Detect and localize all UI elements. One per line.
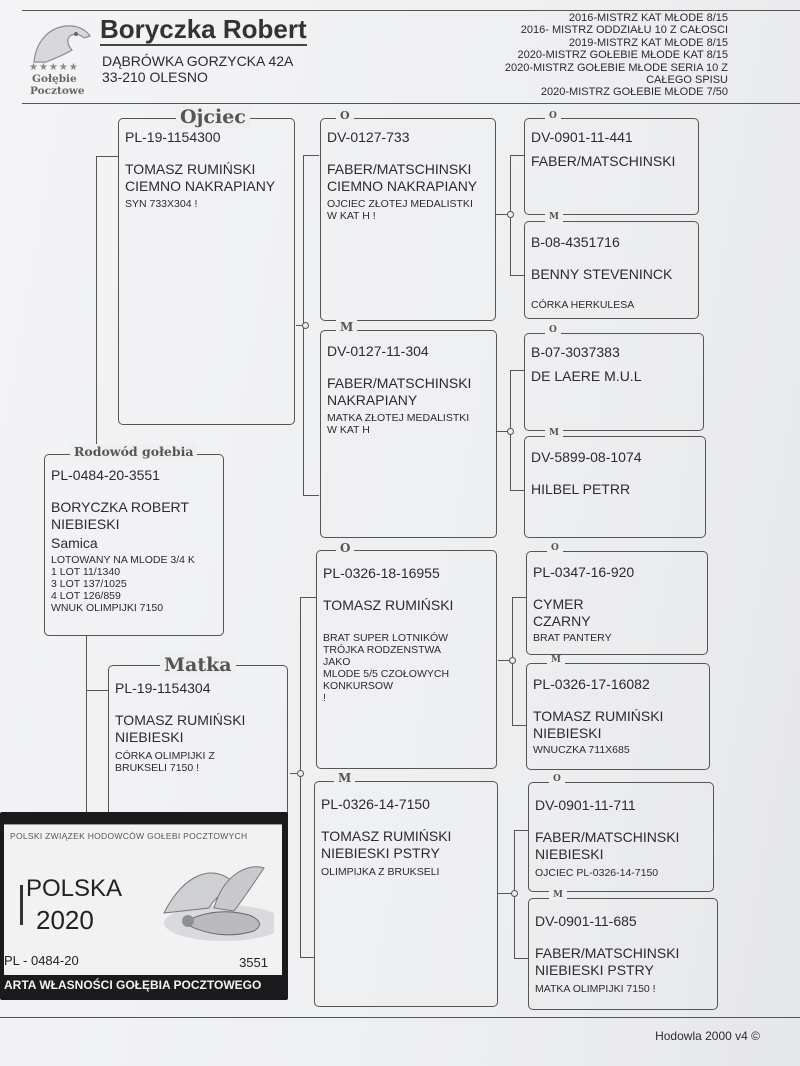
mf-ring: PL-0326-18-16955 (323, 565, 440, 581)
mother-note: BRUKSELI 7150 ! (115, 762, 200, 774)
connector-stub (510, 155, 524, 156)
mfm-label: M (547, 655, 565, 665)
fmf-box (524, 333, 704, 431)
connector-stub (86, 690, 108, 691)
father-breeder: TOMASZ RUMIŃSKI (125, 161, 256, 177)
fff-breeder: FABER/MATSCHINSKI (531, 153, 676, 169)
mmm-label: M (549, 890, 567, 900)
card-ring-prefix: PL - 0484-20 (4, 953, 79, 968)
ffm-box (524, 221, 699, 319)
mm-breeder: TOMASZ RUMIŃSKI (321, 828, 452, 844)
father-color: CIEMNO NAKRAPIANY (125, 178, 276, 194)
connector-stub (96, 156, 118, 157)
ff-ring: DV-0127-733 (327, 129, 410, 145)
ffm-label: M (545, 212, 563, 222)
ff-breeder: FABER/MATSCHINSKI (327, 161, 472, 177)
card-inner (4, 824, 282, 975)
mff-color: CZARNY (533, 613, 591, 629)
connector-mother (86, 635, 87, 825)
ff-note: OJCIEC ZŁOTEJ MEDALISTKI (327, 198, 473, 210)
mmm-color: NIEBIESKI PSTRY (535, 962, 654, 978)
fmf-ring: B-07-3037383 (531, 344, 620, 360)
fm-breeder: FABER/MATSCHINSKI (327, 375, 472, 391)
pigeon-sex: Samica (51, 535, 98, 551)
pigeon-color: NIEBIESKI (51, 516, 120, 532)
achievement-item: 2019-MISTRZ KAT MŁODE 8/15 (568, 36, 728, 49)
mf-note: KONKURSOW (323, 680, 394, 692)
pigeon-breeder: BORYCZKA ROBERT (51, 499, 189, 515)
junction-dot (297, 770, 304, 777)
connector-stub (300, 597, 316, 598)
mf-breeder: TOMASZ RUMIŃSKI (323, 597, 454, 613)
mf-box (316, 550, 497, 769)
pigeon-note: 3 LOT 137/1025 (51, 578, 127, 590)
ff-box (320, 118, 496, 321)
achievements-list (505, 12, 728, 99)
fmf-label: O (545, 325, 561, 335)
pigeon-photo-icon (154, 853, 274, 953)
achievement-item: 2020-MISTRZ GOŁEBIE MŁODE 7/50 (540, 86, 728, 99)
card-divider-bar (20, 885, 23, 925)
pigeon-box (44, 454, 224, 636)
fmm-box (524, 436, 706, 538)
mff-breeder: CYMER (533, 596, 584, 612)
ff-note: W KAT H ! (327, 210, 376, 222)
pigeon-note: LOTOWANY NA MLODE 3/4 K (51, 554, 195, 566)
mother-breeder: TOMASZ RUMIŃSKI (115, 712, 246, 728)
mf-note: MLODE 5/5 CZOŁOWYCH (323, 668, 450, 680)
card-ring-number: 3551 (239, 955, 268, 970)
fmm-breeder: HILBEL PETRR (531, 481, 631, 497)
mm-box (314, 781, 498, 1007)
mf-note: ! (323, 692, 326, 704)
ffm-note: CÓRKA HERKULESA (531, 299, 635, 311)
ffm-ring: B-08-4351716 (531, 234, 620, 250)
mff-label: O (547, 543, 563, 553)
achievement-item: 2020-MISTRZ GOŁEBIE MŁODE KAT 8/15 (517, 49, 728, 62)
mother-note: CÓRKA OLIMPIJKI Z (115, 750, 215, 762)
connector-father (96, 156, 97, 456)
junction-dot (509, 657, 516, 664)
ffm-breeder: BENNY STEVENINCK (531, 266, 673, 282)
connector-stub (303, 495, 319, 496)
fm-box (320, 330, 497, 538)
connector-stub (510, 275, 524, 276)
junction-dot (511, 890, 518, 897)
fm-note: W KAT H (327, 424, 370, 436)
software-credit: Hodowla 2000 v4 © (655, 1029, 760, 1043)
fm-label: M (336, 320, 357, 334)
achievement-item: 2020-MISTRZ GOŁEBIE MŁODE SERIA 10 Z (504, 61, 728, 74)
fmm-label: M (545, 428, 563, 438)
pigeon-head-icon (26, 20, 96, 66)
pigeon-note: 4 LOT 126/859 (51, 590, 121, 602)
fm-color: NAKRAPIANY (327, 392, 418, 408)
connector-stub (510, 370, 524, 371)
mmf-ring: DV-0901-11-711 (535, 797, 636, 813)
mm-color: NIEBIESKI PSTRY (321, 845, 440, 861)
fm-note: MATKA ZŁOTEJ MEDALISTKI (327, 412, 470, 424)
achievement-item: CAŁEGO SPISU (646, 74, 728, 87)
mmm-ring: DV-0901-11-685 (535, 913, 637, 929)
address-line-1: DĄBRÓWKA GORZYCKA 42A (102, 53, 294, 69)
mother-label: Matka (160, 654, 236, 676)
connector-stub (512, 725, 526, 726)
mf-note: TRÓJKA RODZENSTWA (323, 644, 442, 656)
junction-dot (507, 428, 514, 435)
club-logo (26, 20, 96, 100)
mmf-note: OJCIEC PL-0326-14-7150 (535, 867, 659, 879)
mfm-note: WNUCZKA 711X685 (533, 744, 630, 756)
header-rule (22, 103, 800, 104)
connector-stub (514, 830, 528, 831)
address-line-2: 33-210 OLESNO (102, 69, 208, 85)
mfm-breeder: TOMASZ RUMIŃSKI (533, 708, 664, 724)
mfm-color: NIEBIESKI (533, 725, 602, 741)
mm-note: OLIMPIJKA Z BRUKSELI (321, 866, 440, 878)
ff-label: O (336, 109, 354, 122)
mmf-breeder: FABER/MATSCHINSKI (535, 829, 680, 845)
junction-dot (302, 322, 309, 329)
logo-text-1: Gołębie (32, 73, 77, 85)
mf-label: O (336, 541, 354, 555)
fff-box (524, 118, 699, 215)
footer-rule (0, 1017, 800, 1018)
mmf-color: NIEBIESKI (535, 846, 604, 862)
mf-note: JAKO (323, 656, 351, 668)
connector-gen2-mother (300, 597, 301, 957)
logo-text-2: Pocztowe (30, 85, 85, 97)
achievement-item: 2016- MISTRZ ODDZIAŁU 10 Z CAŁOSCI (520, 24, 728, 37)
breeder-name: Boryczka Robert (100, 14, 307, 44)
mother-color: NIEBIESKI (115, 729, 184, 745)
mmm-breeder: FABER/MATSCHINSKI (535, 945, 680, 961)
mm-ring: PL-0326-14-7150 (321, 796, 430, 812)
card-title: ARTA WŁASNOŚCI GOŁĘBIA POCZTOWEGO (4, 978, 262, 992)
father-box (118, 118, 295, 425)
father-ring: PL-19-1154300 (125, 129, 221, 145)
mmf-box (528, 782, 714, 892)
top-rule (22, 10, 800, 11)
connector-stub (510, 490, 524, 491)
card-country: POLSKA (26, 875, 123, 902)
fmm-ring: DV-5899-08-1074 (531, 449, 642, 465)
achievement-item: 2016-MISTRZ KAT MŁODE 8/15 (568, 12, 728, 24)
pedigree-label: Rodowód gołebia (70, 444, 197, 459)
mff-ring: PL-0347-16-920 (533, 564, 635, 580)
connector-stub (300, 957, 314, 958)
fm-ring: DV-0127-11-304 (327, 343, 429, 359)
card-union: POLSKI ZWIĄZEK HODOWCÓW GOŁEBI POCZTOWYCH (10, 831, 248, 841)
pigeon-note: 1 LOT 11/1340 (51, 566, 121, 578)
father-note: SYN 733X304 ! (125, 198, 198, 210)
mmf-label: O (549, 774, 565, 784)
junction-dot (507, 211, 514, 218)
ff-color: CIEMNO NAKRAPIANY (327, 178, 478, 194)
connector-stub (514, 958, 528, 959)
pigeon-note: WNUK OLIMPIJKI 7150 (51, 602, 164, 614)
fff-label: O (545, 111, 561, 121)
mfm-ring: PL-0326-17-16082 (533, 676, 650, 692)
mff-box (526, 551, 708, 655)
mfm-box (526, 663, 710, 770)
ownership-card (0, 812, 288, 1000)
mm-label: M (334, 771, 355, 785)
mf-note: BRAT SUPER LOTNIKÓW (323, 632, 449, 644)
father-label: Ojciec (176, 106, 250, 128)
pigeon-ring: PL-0484-20-3551 (51, 467, 160, 483)
mmm-box (528, 898, 718, 1010)
connector-stub (512, 597, 526, 598)
mff-note: BRAT PANTERY (533, 632, 612, 644)
card-year: 2020 (36, 905, 94, 935)
mother-ring: PL-19-1154304 (115, 680, 211, 696)
mmm-note: MATKA OLIMPIJKI 7150 ! (535, 983, 656, 995)
logo-stars: ★★★★★ (29, 62, 79, 73)
fmf-breeder: DE LAERE M.U.L (531, 368, 642, 384)
connector-stub (303, 155, 319, 156)
fff-ring: DV-0901-11-441 (531, 129, 633, 145)
